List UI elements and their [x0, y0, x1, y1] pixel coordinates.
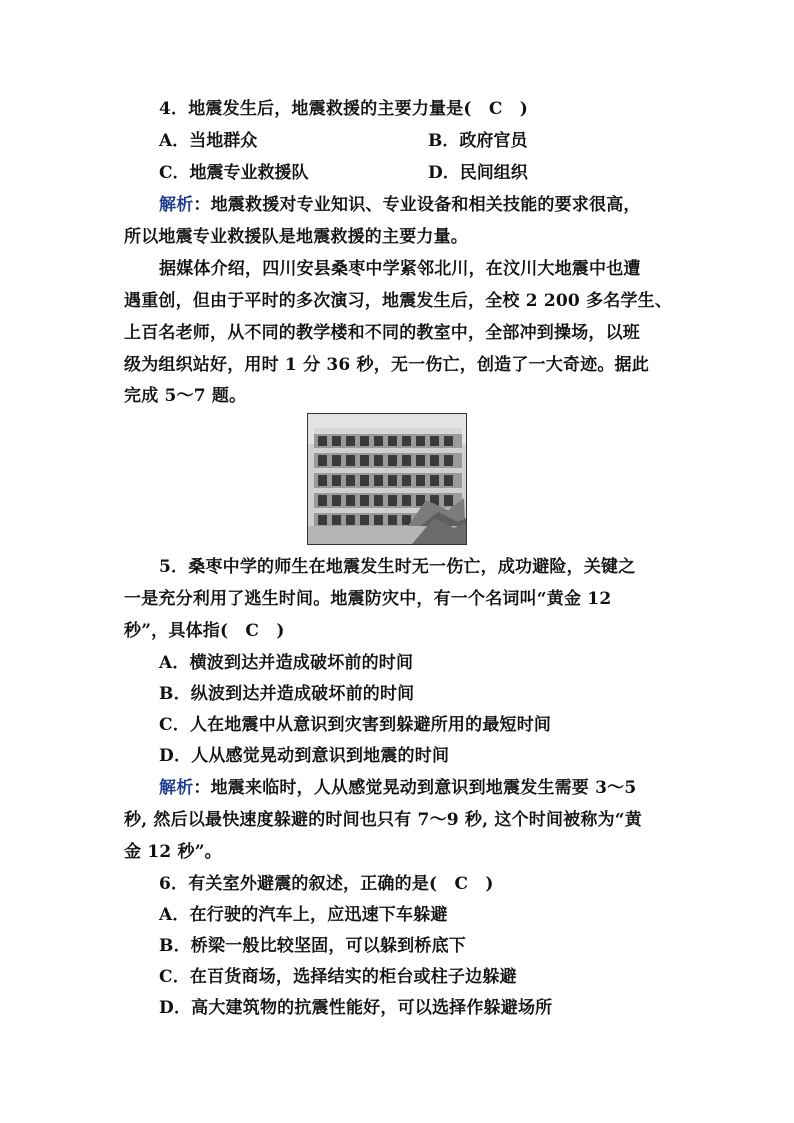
- q5-option-a: A．横波到达并造成破坏前的时间: [159, 653, 414, 673]
- q5-option-c: C．人在地震中从意识到灾害到躲避所用的最短时间: [159, 715, 552, 735]
- passage-line-4: 级为组织站好，用时 1 分 36 秒，无一伤亡，创造了一大奇迹。据此: [124, 355, 649, 375]
- q4-analysis-line-1: [159, 194, 641, 216]
- q6-option-b: B．桥梁一般比较坚固，可以躲到桥底下: [159, 936, 466, 956]
- q5-analysis-label: 解析: [159, 778, 194, 798]
- q6-option-a: A．在行驶的汽车上，应迅速下车躲避: [159, 905, 448, 925]
- q6-option-d: D．高大建筑物的抗震性能好，可以选择作躲避场所: [159, 998, 553, 1018]
- passage-line-2: 遇重创，但由于平时的多次演习，地震发生后，全校 2 200 多名学生、: [124, 291, 673, 311]
- q4-stem: 4．地震发生后，地震救援的主要力量是( C ): [159, 99, 529, 119]
- q5-analysis-line-2: 秒, 然后以最快速度躲避的时间也只有 7～9 秒, 这个时间被称为“黄: [124, 810, 642, 830]
- q4-option-b: B．政府官员: [428, 131, 528, 151]
- school-building-photo: [307, 413, 467, 545]
- q6-option-c: C．在百货商场，选择结实的柜台或柱子边躲避: [159, 967, 517, 987]
- q5-stem-line-2: 一是充分利用了逃生时间。地震防灾中，有一个名词叫“黄金 12: [124, 589, 612, 609]
- q4-analysis-label: 解析: [159, 195, 194, 215]
- q5-stem-line-3: 秒”，具体指( C ): [124, 621, 285, 641]
- q5-option-b: B．纵波到达并造成破坏前的时间: [159, 684, 415, 704]
- building-illustration: [308, 414, 466, 544]
- q4-analysis-text-1: ：地震救援对专业知识、专业设备和相关技能的要求很高，: [193, 195, 641, 215]
- q4-analysis-line-2: 所以地震专业救援队是地震救援的主要力量。: [124, 227, 468, 247]
- q5-option-d: D．人从感觉晃动到意识到地震的时间: [159, 746, 450, 766]
- q4-option-a: A．当地群众: [159, 131, 258, 151]
- passage-line-1: 据媒体介绍，四川安县桑枣中学紧邻北川，在汶川大地震中也遭: [159, 259, 641, 279]
- passage-line-5: 完成 5～7 题。: [124, 386, 247, 406]
- q5-analysis-line-3: 金 12 秒”。: [124, 842, 222, 862]
- q5-stem-line-1: 5．桑枣中学的师生在地震发生时无一伤亡，成功避险，关键之: [159, 557, 636, 577]
- q5-analysis-line-1: [159, 777, 636, 799]
- q4-option-d: D．民间组织: [428, 163, 528, 183]
- q6-stem: 6．有关室外避震的叙述，正确的是( C ): [159, 874, 494, 894]
- passage-line-3: 上百名老师，从不同的教学楼和不同的教室中，全部冲到操场，以班: [124, 323, 640, 343]
- q5-analysis-text-1: ：地震来临时，人从感觉晃动到意识到地震发生需要 3～5: [193, 778, 637, 798]
- q4-option-c: C．地震专业救援队: [159, 163, 309, 183]
